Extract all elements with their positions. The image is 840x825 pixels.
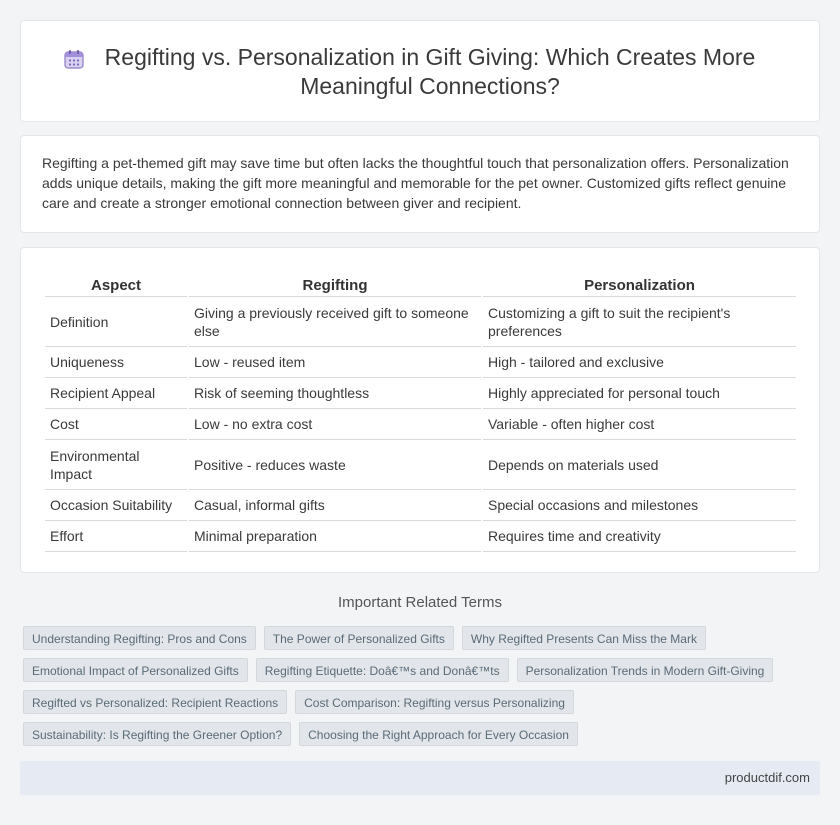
table-cell: Variable - often higher cost <box>483 409 796 440</box>
related-term-link[interactable]: Why Regifted Presents Can Miss the Mark <box>462 626 706 650</box>
related-term-link[interactable]: Regifting Etiquette: Doâ€™s and Donâ€™ts <box>256 658 509 682</box>
table-cell: Effort <box>45 521 187 552</box>
table-cell: Requires time and creativity <box>483 521 796 552</box>
table-cell: Low - no extra cost <box>189 409 481 440</box>
table-cell: Environmental Impact <box>45 440 187 490</box>
related-term-link[interactable]: The Power of Personalized Gifts <box>264 626 454 650</box>
related-terms-heading: Important Related Terms <box>338 594 502 611</box>
table-cell: Cost <box>45 409 187 440</box>
table-cell: Casual, informal gifts <box>189 490 481 521</box>
table-row <box>45 409 796 440</box>
related-term-link[interactable]: Emotional Impact of Personalized Gifts <box>23 658 248 682</box>
header-aspect: Aspect <box>45 275 187 297</box>
table-cell: Customizing a gift to suit the recipient's preferences <box>483 297 796 347</box>
table-cell: Depends on materials used <box>483 440 796 490</box>
table-cell: Definition <box>45 297 187 347</box>
related-term-link[interactable]: Personalization Trends in Modern Gift-Giving <box>517 658 774 682</box>
intro-card <box>20 135 820 233</box>
tag-row <box>23 690 793 714</box>
table-cell: Positive - reduces waste <box>189 440 481 490</box>
table-row <box>45 297 796 347</box>
table-cell: Recipient Appeal <box>45 378 187 409</box>
header-card <box>20 20 820 122</box>
table-cell: Special occasions and milestones <box>483 490 796 521</box>
table-row <box>45 440 796 490</box>
comparison-table <box>43 275 798 552</box>
header-regifting: Regifting <box>189 275 481 297</box>
related-term-link[interactable]: Sustainability: Is Regifting the Greener Option? <box>23 722 291 746</box>
table-cell: Low - reused item <box>189 347 481 378</box>
page-title: Regifting vs. Personalization in Gift Giving: Which Creates More Meaningful Connections? <box>104 44 756 99</box>
table-row <box>45 490 796 521</box>
tag-row <box>23 722 793 746</box>
table-header-row <box>45 275 796 297</box>
table-cell: Occasion Suitability <box>45 490 187 521</box>
related-term-link[interactable]: Cost Comparison: Regifting versus Personalizing <box>295 690 574 714</box>
table-cell: Minimal preparation <box>189 521 481 552</box>
related-term-link[interactable]: Choosing the Right Approach for Every Occasion <box>299 722 578 746</box>
table-cell: Uniqueness <box>45 347 187 378</box>
table-cell: Highly appreciated for personal touch <box>483 378 796 409</box>
intro-paragraph: Regifting a pet-themed gift may save time but often lacks the thoughtful touch that personalization offers. Personalization adds unique details, making the gift more meaningful and memorable for the pet owner. Customized gifts reflect genuine care and create a stronger emotional connection between giver and recipient. <box>42 155 789 211</box>
table-cell: High - tailored and exclusive <box>483 347 796 378</box>
table-cell: Giving a previously received gift to someone else <box>189 297 481 347</box>
table-row <box>45 378 796 409</box>
comparison-card <box>20 247 820 573</box>
footer-site-link[interactable]: productdif.com <box>724 770 810 785</box>
related-terms-list <box>23 626 793 754</box>
related-term-link[interactable]: Regifted vs Personalized: Recipient Reactions <box>23 690 287 714</box>
header-personalization: Personalization <box>483 275 796 297</box>
table-row <box>45 521 796 552</box>
tag-row <box>23 658 793 682</box>
table-row <box>45 347 796 378</box>
footer <box>20 761 820 795</box>
related-term-link[interactable]: Understanding Regifting: Pros and Cons <box>23 626 256 650</box>
tag-row <box>23 626 793 650</box>
table-cell: Risk of seeming thoughtless <box>189 378 481 409</box>
